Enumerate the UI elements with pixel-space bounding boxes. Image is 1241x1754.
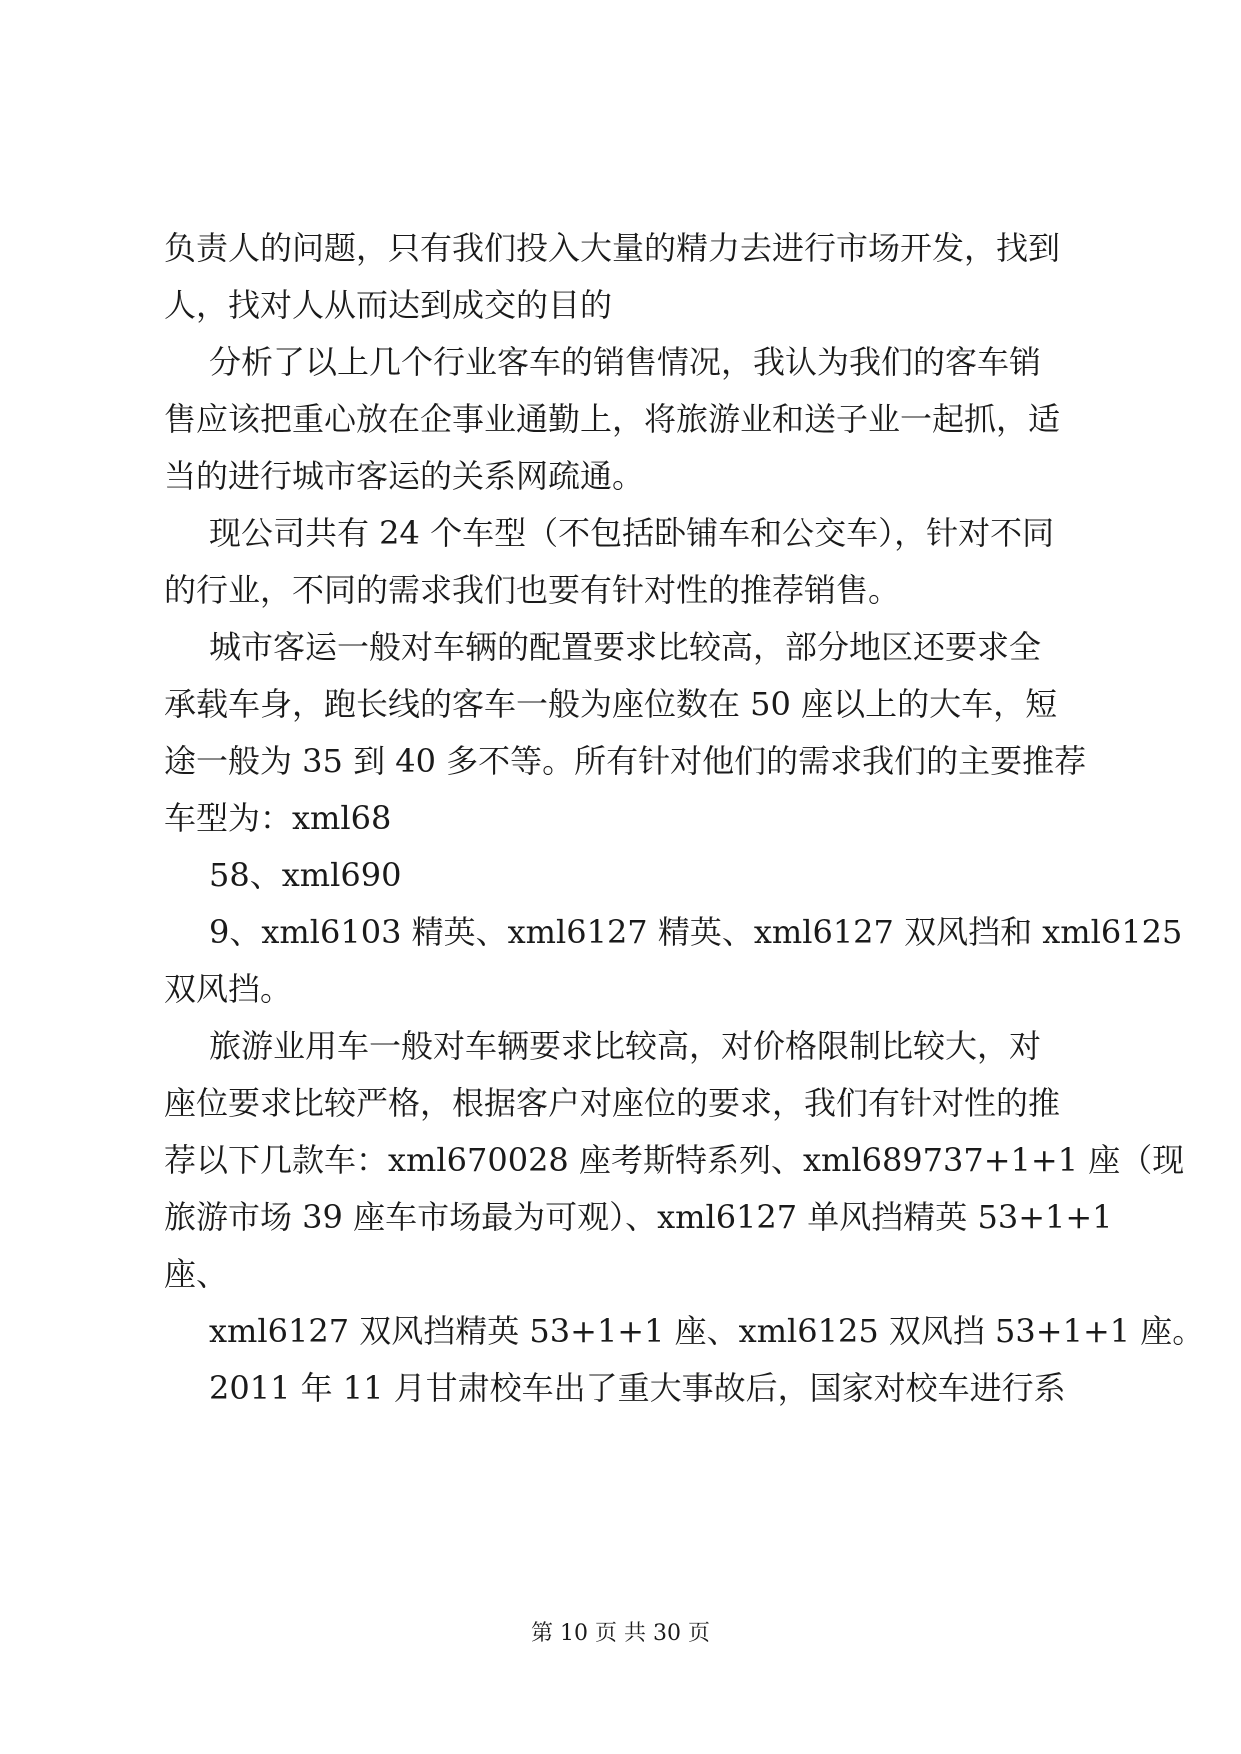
paragraph-start-line: xml6127 双风挡精英 53+1+1 座、xml6125 双风挡 53+1+1 座。 [209, 1312, 1205, 1350]
paragraph-start-line: 旅游业用车一般对车辆要求比较高，对价格限制比较大，对 [209, 1027, 1042, 1065]
text-line: 承载车身，跑长线的客车一般为座位数在 50 座以上的大车，短 [164, 685, 1058, 723]
text-line: 座位要求比较严格，根据客户对座位的要求，我们有针对性的推 [164, 1084, 1061, 1122]
paragraph-start-line: 9、xml6103 精英、xml6127 精英、xml6127 双风挡和 xml6125 [209, 913, 1183, 951]
paragraph-start-line: 现公司共有 24 个车型（不包括卧铺车和公交车），针对不同 [209, 514, 1055, 552]
text-line: 荐以下几款车：xml670028 座考斯特系列、xml689737+1+1 座（现 [164, 1141, 1185, 1179]
paragraph-start-line: 分析了以上几个行业客车的销售情况，我认为我们的客车销 [209, 343, 1042, 381]
page-footer: 第 10 页 共 30 页 [531, 1621, 710, 1646]
text-line: 售应该把重心放在企事业通勤上，将旅游业和送子业一起抓，适 [164, 400, 1061, 438]
text-line: 双风挡。 [164, 970, 293, 1008]
paragraph-start-line: 58、xml690 [209, 856, 402, 894]
text-line: 当的进行城市客运的关系网疏通。 [164, 457, 645, 495]
text-line: 人，找对人从而达到成交的目的 [164, 286, 613, 324]
paragraph-start-line: 城市客运一般对车辆的配置要求比较高，部分地区还要求全 [209, 628, 1042, 666]
text-line: 旅游市场 39 座车市场最为可观）、xml6127 单风挡精英 53+1+1 [164, 1198, 1113, 1236]
paragraph-start-line: 2011 年 11 月甘肃校车出了重大事故后，国家对校车进行系 [209, 1369, 1066, 1407]
text-line: 的行业，不同的需求我们也要有针对性的推荐销售。 [164, 571, 901, 609]
text-line: 车型为：xml68 [164, 799, 392, 837]
text-line: 途一般为 35 到 40 多不等。所有针对他们的需求我们的主要推荐 [164, 742, 1087, 780]
text-line: 负责人的问题，只有我们投入大量的精力去进行市场开发，找到 [164, 229, 1061, 267]
text-line: 座、 [164, 1255, 229, 1293]
